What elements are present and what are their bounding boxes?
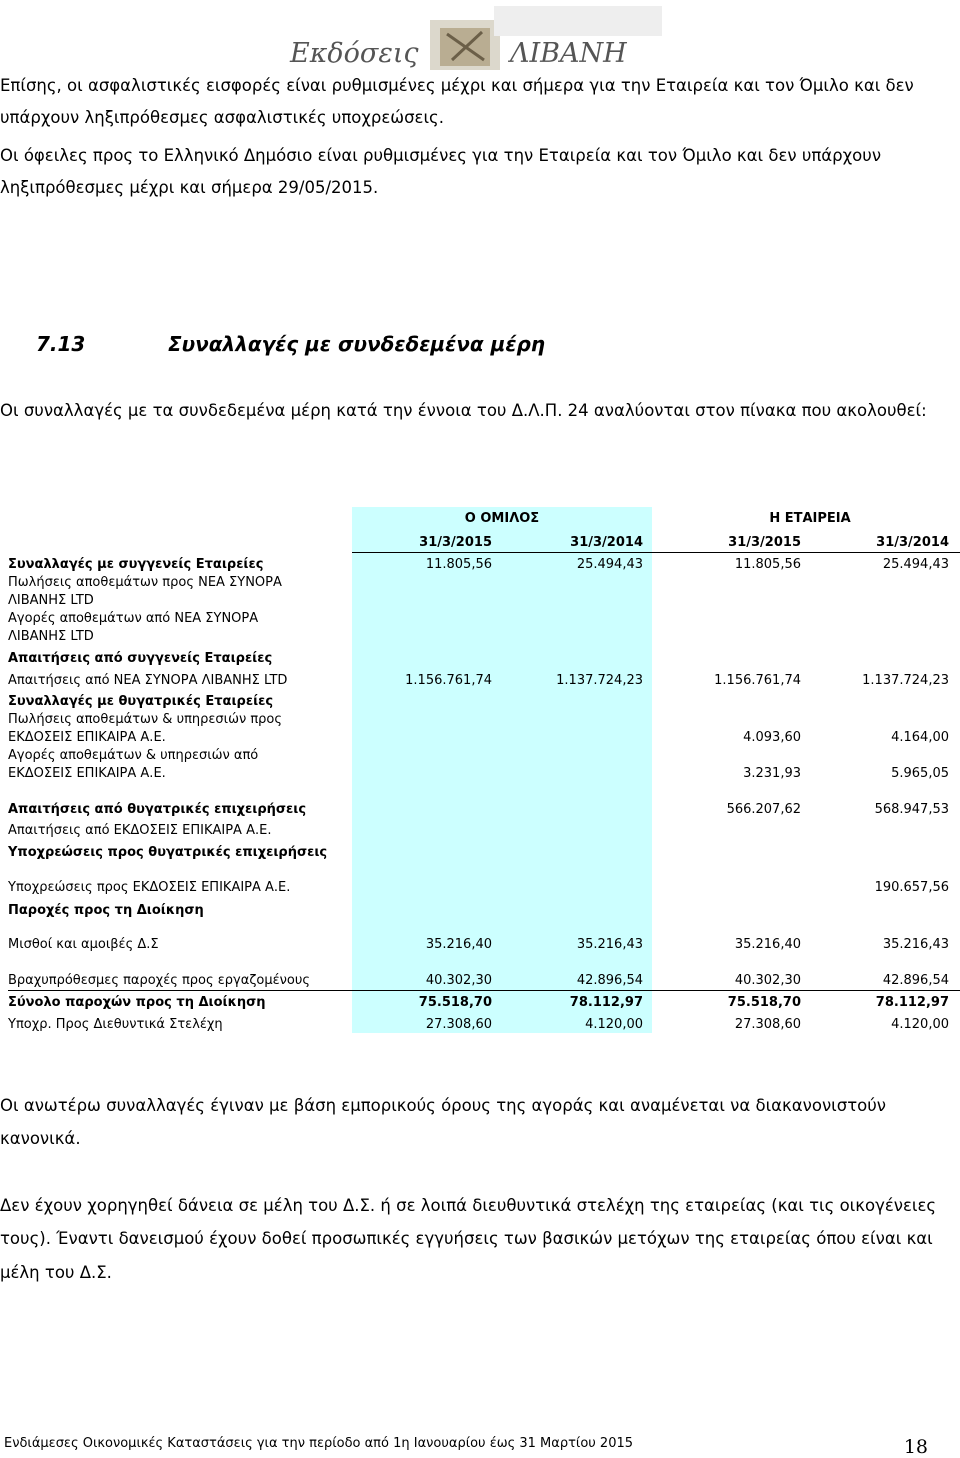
closing-line-2: κανονικά. (0, 1129, 81, 1148)
row-value: 11.805,56 (425, 557, 492, 572)
closing-line-1: Οι ανωτέρω συναλλαγές έγιναν με βάση εμπορικούς όρους της αγοράς και αναμένεται να διακανονιστούν (0, 1096, 886, 1115)
row-value: 75.518,70 (727, 995, 801, 1010)
row-value: 35.216,40 (734, 937, 801, 952)
row-label: Απαιτήσεις από ΝΕΑ ΣΥΝΟΡΑ ΛΙΒΑΝΗΣ LTD (8, 673, 288, 688)
row-value: 42.896,54 (882, 973, 949, 988)
header-rule (352, 552, 960, 553)
row-value: 78.112,97 (569, 995, 643, 1010)
row-value: 27.308,60 (425, 1017, 492, 1032)
row-value: 11.805,56 (734, 557, 801, 572)
logo-text-right: ΛΙΒΑΝΗ (510, 38, 627, 69)
row-label: Αγορές αποθεμάτων από ΝΕΑ ΣΥΝΟΡΑ (8, 611, 259, 626)
row-value: 35.216,43 (576, 937, 643, 952)
row-label: Υποχρεώσεις προς θυγατρικές επιχειρήσεις (8, 845, 328, 860)
row-label: Συναλλαγές με συγγενείς Εταιρείες (8, 557, 264, 572)
row-value: 35.216,40 (425, 937, 492, 952)
logo-text-left: Εκδόσεις (290, 38, 419, 69)
page-number: 18 (903, 1436, 928, 1458)
row-label: ΕΚΔΟΣΕΙΣ ΕΠΙΚΑΙΡΑ Α.Ε. (8, 766, 166, 781)
row-label: Βραχυπρόθεσμες παροχές προς εργαζομένους (8, 973, 311, 988)
section-description: Οι συναλλαγές με τα συνδεδεμένα μέρη κατά την έννοια του Δ.Λ.Π. 24 αναλύονται στον πίνακα που ακολουθεί: (0, 401, 927, 420)
row-value: 25.494,43 (576, 557, 643, 572)
row-value: 1.156.761,74 (405, 673, 492, 688)
section-number: 7.13 (36, 332, 86, 356)
group-header-group: Ο ΟΜΙΛΟΣ (464, 511, 540, 526)
row-value: 40.302,30 (734, 973, 801, 988)
total-rule (8, 990, 960, 991)
row-value: 78.112,97 (875, 995, 949, 1010)
row-label: Μισθοί και αμοιβές Δ.Σ (8, 937, 159, 952)
row-label: ΛΙΒΑΝΗΣ LTD (8, 593, 94, 608)
intro-line-1: Επίσης, οι ασφαλιστικές εισφορές είναι ρυθμισμένες μέχρι και σήμερα για την Εταιρεία και τον Όμιλο και δεν (0, 76, 914, 95)
row-label: Αγορές αποθεμάτων & υπηρεσιών από (8, 748, 259, 763)
row-value: 42.896,54 (576, 973, 643, 988)
row-value: 35.216,43 (882, 937, 949, 952)
footer-text: Ενδιάμεσες Οικονομικές Καταστάσεις για την περίοδο από 1η Ιανουαρίου έως 31 Μαρτίου 2015 (4, 1436, 634, 1451)
row-value: 4.164,00 (891, 730, 949, 745)
row-value: 1.137.724,23 (556, 673, 643, 688)
row-value: 4.093,60 (743, 730, 801, 745)
row-value: 568.947,53 (874, 802, 949, 817)
row-label: ΕΚΔΟΣΕΙΣ ΕΠΙΚΑΙΡΑ Α.Ε. (8, 730, 166, 745)
row-value: 566.207,62 (726, 802, 801, 817)
column-header: 31/3/2015 (728, 535, 801, 550)
row-value: 75.518,70 (418, 995, 492, 1010)
row-value: 5.965,05 (891, 766, 949, 781)
row-label: Σύνολο παροχών προς τη Διοίκηση (8, 995, 266, 1010)
row-value: 3.231,93 (743, 766, 801, 781)
row-label: Παροχές προς τη Διοίκηση (8, 903, 204, 918)
row-value: 27.308,60 (734, 1017, 801, 1032)
row-label: Απαιτήσεις από ΕΚΔΟΣΕΙΣ ΕΠΙΚΑΙΡΑ Α.Ε. (8, 823, 272, 838)
closing-line-5: μέλη του Δ.Σ. (0, 1263, 112, 1282)
row-label: Πωλήσεις αποθεμάτων & υπηρεσιών προς (8, 712, 283, 727)
closing-line-4: τους). Έναντι δανεισμού έχουν δοθεί προσωπικές εγγυήσεις των βασικών μετόχων της εταιρείας όπου είναι και (0, 1229, 933, 1248)
row-label: Υποχρ. Προς Διεθυντικά Στελέχη (8, 1017, 223, 1032)
row-value: 1.137.724,23 (862, 673, 949, 688)
group-header-company: Η ΕΤΑΙΡΕΙΑ (769, 511, 851, 526)
intro-line-2: υπάρχουν ληξιπρόθεσμες ασφαλιστικές υποχρεώσεις. (0, 108, 444, 127)
row-label: Υποχρεώσεις προς ΕΚΔΟΣΕΙΣ ΕΠΙΚΑΙΡΑ Α.Ε. (8, 880, 291, 895)
row-label: Απαιτήσεις από συγγενείς Εταιρείες (8, 651, 273, 666)
row-label: Συναλλαγές με θυγατρικές Εταιρείες (8, 694, 274, 709)
row-value: 190.657,56 (874, 880, 949, 895)
group-highlight (352, 507, 652, 1033)
intro-line-3: Οι όφειλες προς το Ελληνικό Δημόσιο είναι ρυθμισμένες για την Εταιρεία και τον Όμιλο και δεν υπάρχουν (0, 146, 882, 165)
column-header: 31/3/2014 (876, 535, 949, 550)
row-value: 4.120,00 (585, 1017, 643, 1032)
row-value: 1.156.761,74 (714, 673, 801, 688)
row-value: 25.494,43 (882, 557, 949, 572)
column-header: 31/3/2014 (570, 535, 643, 550)
section-title: Συναλλαγές με συνδεδεμένα μέρη (168, 332, 546, 356)
row-label: Απαιτήσεις από θυγατρικές επιχειρήσεις (8, 802, 307, 817)
intro-line-4: ληξιπρόθεσμες μέχρι και σήμερα 29/05/2015. (0, 178, 379, 197)
row-label: ΛΙΒΑΝΗΣ LTD (8, 629, 94, 644)
row-value: 4.120,00 (891, 1017, 949, 1032)
row-label: Πωλήσεις αποθεμάτων προς ΝΕΑ ΣΥΝΟΡΑ (8, 575, 282, 590)
column-header: 31/3/2015 (419, 535, 492, 550)
closing-line-3: Δεν έχουν χορηγηθεί δάνεια σε μέλη του Δ.Σ. ή σε λοιπά διευθυντικά στελέχη της εταιρείας (και τις οικογένειες (0, 1196, 937, 1215)
row-value: 40.302,30 (425, 973, 492, 988)
